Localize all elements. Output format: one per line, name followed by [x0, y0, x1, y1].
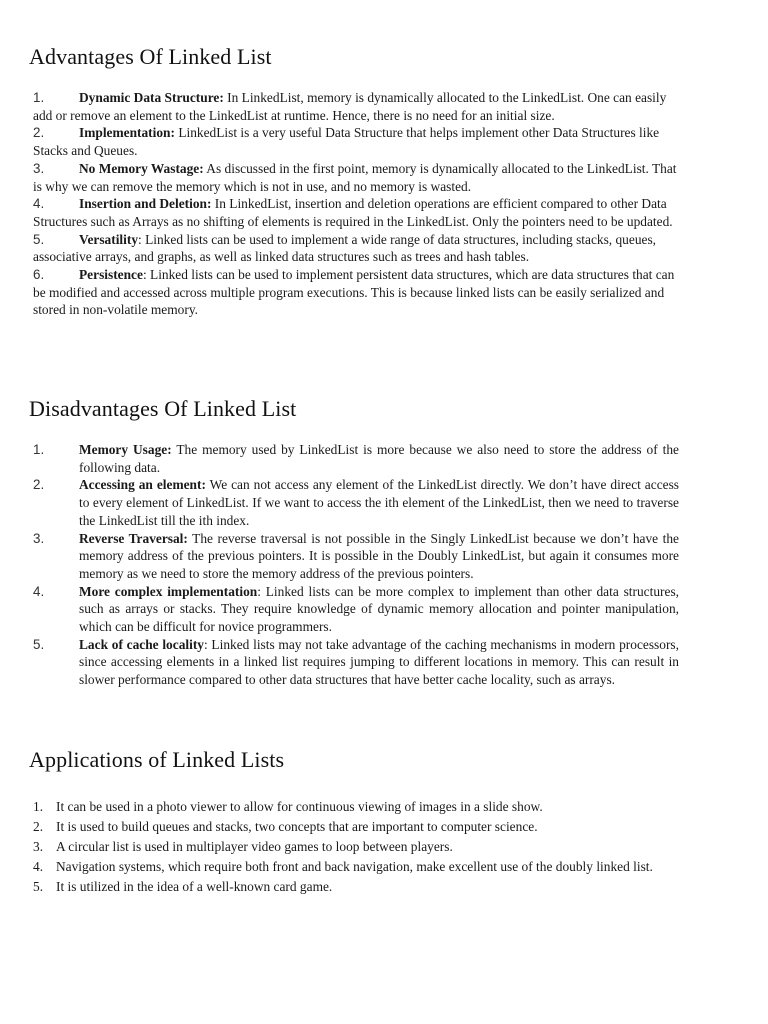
- list-item: [33, 636, 679, 689]
- item-text: A circular list is used in multiplayer video games to loop between players.: [56, 839, 453, 854]
- item-text: LinkedList is a very useful Data Structure that helps implement other Data Structures like Stacks and Queues.: [33, 125, 660, 159]
- list-number: 1.: [33, 90, 45, 105]
- list-number: 2.: [33, 125, 45, 141]
- item-term: Accessing an element:: [79, 477, 206, 493]
- list-number: 4.: [33, 859, 44, 874]
- item-term: More complex implementation: [79, 583, 258, 599]
- item-text: It is used to build queues and stacks, two concepts that are important to computer science.: [56, 819, 538, 834]
- list-item: [33, 124, 681, 159]
- item-text: : Linked lists may not take advantage of the caching mechanisms in modern processors, since accessing elements in a linked list requires jumping to different locations in memory. This can result in slower performance compared to other data structures that have better cache locality, such as arrays.: [79, 636, 679, 688]
- item-term: No Memory Wastage:: [79, 160, 204, 176]
- advantages-list: [33, 89, 681, 319]
- list-item: [33, 857, 673, 877]
- item-body: [79, 636, 679, 689]
- item-term: Persistence: [79, 267, 143, 283]
- list-number: 5.: [33, 231, 45, 247]
- item-body: [79, 441, 679, 476]
- list-item: [33, 877, 673, 897]
- applications-heading: Applications of Linked Lists: [29, 747, 285, 772]
- list-number: 3.: [33, 530, 45, 546]
- disadvantages-heading: Disadvantages Of Linked List: [29, 396, 297, 421]
- list-number: 2.: [33, 819, 44, 834]
- advantages-heading: Advantages Of Linked List: [29, 44, 272, 69]
- item-text: : Linked lists can be used to implement persistent data structures, which are data structures that can be modified and accessed across multiple program executions. This is because linked lists can be easily serialized and stored in non-volatile memory.: [33, 267, 675, 318]
- item-term: Memory Usage:: [79, 442, 172, 457]
- list-item: [33, 89, 681, 124]
- item-term: Versatility: [79, 231, 139, 247]
- list-item: [33, 583, 679, 636]
- item-text: : Linked lists can be more complex to implement than other data structures, such as arrays or stacks. They require knowledge of dynamic memory allocation and pointer manipulation, which can be difficult for novice programmers.: [79, 583, 680, 635]
- list-number: 3.: [33, 160, 45, 176]
- item-text: As discussed in the first point, memory is dynamically allocated to the LinkedList. That is why we can remove the memory which is not in use, and no memory is wasted.: [33, 160, 677, 194]
- list-item: [33, 160, 681, 195]
- item-body: [79, 476, 679, 529]
- item-body: [79, 530, 679, 583]
- item-term: Insertion and Deletion:: [79, 196, 212, 212]
- list-item: [33, 441, 679, 476]
- item-term: Lack of cache locality: [79, 636, 204, 652]
- item-text: We can not access any element of the LinkedList directly. We don’t have direct access to every element of LinkedList. If we want to access the ith element of the LinkedList, then we need to traverse the LinkedList till the ith index.: [79, 477, 680, 528]
- item-text: In LinkedList, memory is dynamically allocated to the LinkedList. One can easily add or remove an element to the LinkedList at runtime. Hence, there is no need for an initial size.: [33, 90, 667, 123]
- list-number: 4.: [33, 196, 45, 212]
- list-number: 2.: [33, 477, 45, 493]
- disadvantages-list: [33, 441, 679, 689]
- list-item: [33, 195, 681, 230]
- item-text: The reverse traversal is not possible in the Singly LinkedList because we don’t have the memory address of the previous pointers. It is possible in the Doubly LinkedList, but again it consumes more memory as we need to store the memory address of the previous pointers.: [79, 530, 679, 581]
- list-item: [33, 797, 673, 817]
- item-text: Navigation systems, which require both front and back navigation, make excellent use of the doubly linked list.: [56, 859, 653, 874]
- list-item: [33, 817, 673, 837]
- list-number: 3.: [33, 839, 44, 854]
- item-text: : Linked lists can be used to implement a wide range of data structures, including stacks, queues, associative arrays, and graphs, as well as linked data structures such as trees and hash tables.: [33, 231, 657, 265]
- item-term: Dynamic Data Structure:: [79, 90, 224, 105]
- list-number: 6.: [33, 267, 45, 283]
- item-text: It can be used in a photo viewer to allow for continuous viewing of images in a slide show.: [56, 799, 543, 814]
- list-item: [33, 231, 681, 266]
- list-number: 4.: [33, 583, 45, 599]
- list-number: 5.: [33, 879, 44, 894]
- list-item: [33, 266, 681, 319]
- list-number: 1.: [33, 442, 45, 457]
- item-text: It is utilized in the idea of a well-known card game.: [56, 879, 333, 894]
- item-term: Reverse Traversal:: [79, 530, 188, 546]
- item-text: In LinkedList, insertion and deletion operations are efficient compared to other Data Structures such as Arrays as no shifting of elements is required in the LinkedList. Only the pointers need to be updated.: [33, 196, 673, 229]
- list-item: [33, 530, 679, 583]
- list-item: [33, 837, 673, 857]
- item-body: [79, 583, 679, 636]
- list-number: 5.: [33, 636, 45, 652]
- item-text: The memory used by LinkedList is more because we also need to store the address of the following data.: [79, 442, 679, 475]
- list-item: [33, 476, 679, 529]
- list-number: 1.: [33, 799, 44, 814]
- applications-list: [33, 797, 673, 897]
- item-term: Implementation:: [79, 125, 175, 141]
